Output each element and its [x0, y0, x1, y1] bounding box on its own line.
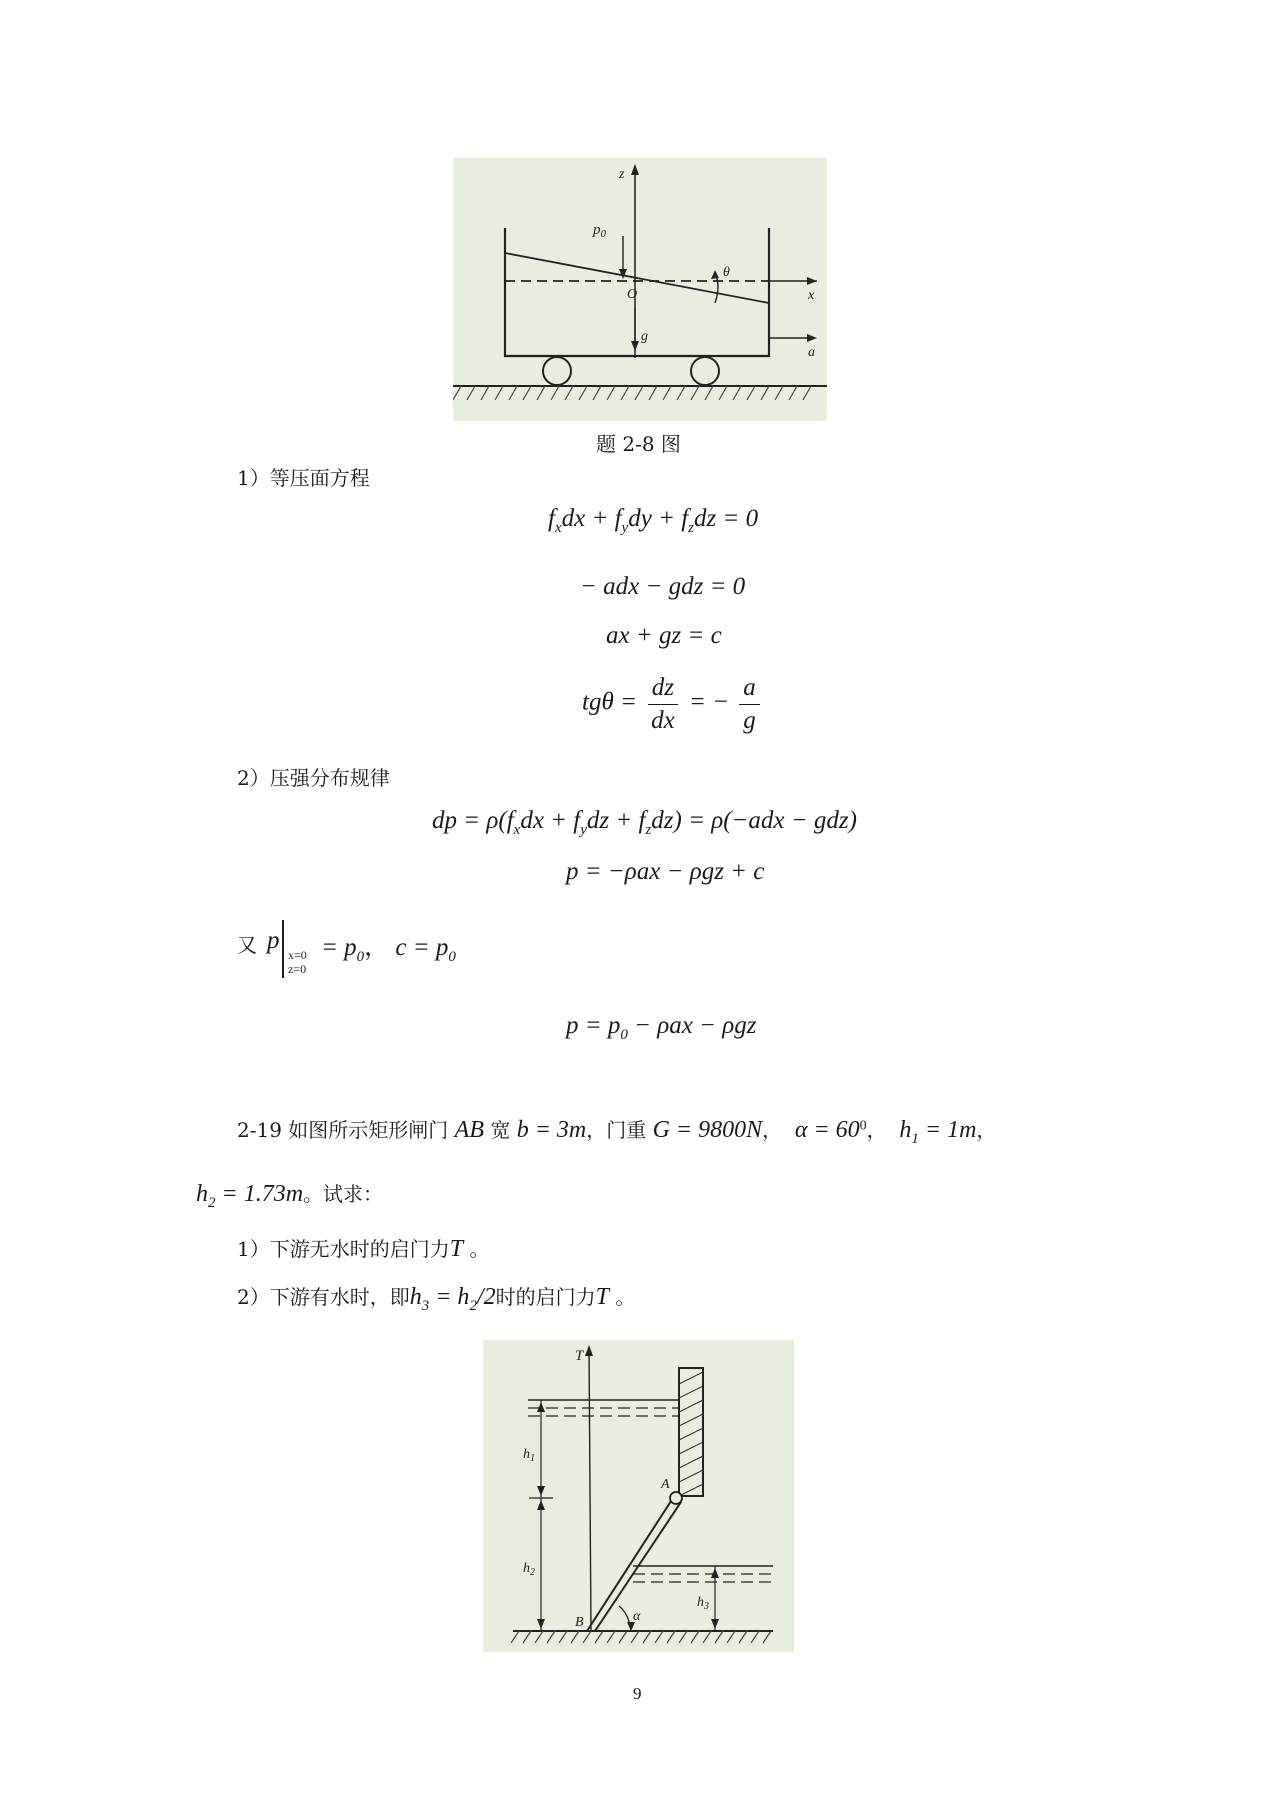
equation-5: dp = $\rho(f_xdx + f_ydz + f_zdz) = \rho(-adx - gdz)$: [432, 807, 857, 838]
gate-diagram: [483, 1340, 794, 1652]
equation-8: $p = p_0 - \rho ax - \rho gz$: [566, 1012, 757, 1043]
figure1-caption: 题 2-8 图: [596, 432, 681, 456]
figure-sluice-gate: [483, 1340, 794, 1652]
h1-label: $h_1$: [523, 1447, 535, 1464]
figure-tank-acceleration: [453, 158, 827, 421]
h3-label: $h_3$: [697, 1595, 709, 1612]
T-label: T: [575, 1348, 584, 1364]
question-1: 1）下游无水时的启门力T 。: [237, 1236, 490, 1262]
p0-label: $p_0$: [593, 222, 606, 240]
point-A-label: A: [661, 1477, 670, 1492]
point-B-label: B: [575, 1615, 584, 1630]
section-2-title: 2）压强分布规律: [237, 766, 390, 790]
evaluation-bar: [282, 920, 284, 978]
acceleration-label: a: [808, 345, 815, 360]
x-axis-label: x: [808, 288, 815, 303]
origin-label: O: [627, 287, 638, 302]
problem-statement-line1: 2-19 如图所示矩形闸门 AB 宽 b = 3m，门重 G = 9800N， $\alpha = 60^0$， $h_1 = 1m$，: [237, 1117, 997, 1147]
equation-4: tgθ = $\frac{dz}{dx}$ = − $\frac{a}{g}$: [582, 674, 764, 734]
equation-3: ax + gz = c: [606, 622, 722, 649]
tank-diagram: [453, 158, 827, 421]
equation-2: − adx − gdz = 0: [580, 573, 746, 600]
question-2: 2）下游有水时，即$h_3 = h_2/2$时的启门力T 。: [237, 1284, 636, 1314]
alpha-label: α: [633, 1609, 641, 1624]
page-number: 9: [633, 1684, 642, 1703]
h2-label: $h_2$: [523, 1561, 535, 1578]
z-axis-label: z: [619, 167, 625, 182]
gravity-label: g: [641, 329, 648, 344]
equation-6: p = −ρax − ρgz + c: [566, 858, 765, 885]
problem-statement-line2: $h_2 = 1.73m$。试求：: [196, 1181, 384, 1211]
equation-1: $f_xdx + f_ydy + f_zdz = 0$: [548, 505, 759, 536]
theta-label: θ: [723, 265, 730, 280]
section-1-title: 1）等压面方程: [237, 466, 370, 490]
